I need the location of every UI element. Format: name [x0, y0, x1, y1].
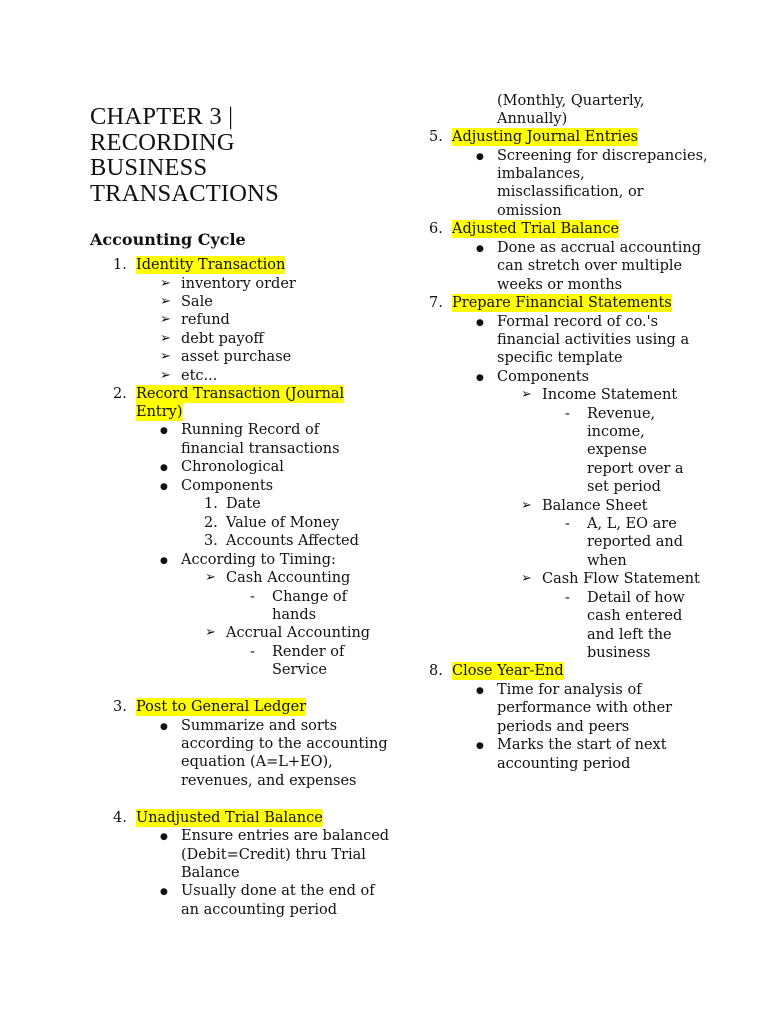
- step-number: 1.: [113, 257, 127, 273]
- sub-number: 3.: [204, 533, 218, 549]
- title-line: TRANSACTIONS: [90, 179, 279, 207]
- arrow-bullet-icon: ➢: [205, 625, 216, 640]
- list-item: Formal record of co.'s: [497, 314, 659, 330]
- step-number: 2.: [113, 386, 127, 402]
- list-item: Components: [181, 478, 274, 494]
- list-item: omission: [497, 203, 562, 219]
- arrow-bullet-icon: ➢: [160, 294, 171, 309]
- arrow-bullet-icon: ➢: [160, 312, 171, 327]
- list-item: Change of: [272, 589, 347, 605]
- page-title: [90, 104, 279, 206]
- dot-bullet-icon: ●: [160, 556, 168, 566]
- list-item: Cash Accounting: [226, 570, 351, 586]
- list-item: A, L, EO are: [587, 516, 677, 532]
- list-item: Balance Sheet: [542, 498, 648, 514]
- list-item: Ensure entries are balanced: [181, 828, 390, 844]
- list-item: Summarize and sorts: [181, 718, 338, 734]
- arrow-bullet-icon: ➢: [160, 331, 171, 346]
- list-item: financial transactions: [181, 441, 340, 457]
- list-item: asset purchase: [181, 349, 292, 365]
- section-heading: Accounting Cycle: [90, 230, 246, 249]
- list-item: business: [587, 645, 651, 661]
- step-number: 3.: [113, 699, 127, 715]
- arrow-bullet-icon: ➢: [160, 368, 171, 383]
- list-item: Balance: [181, 865, 240, 881]
- arrow-bullet-icon: ➢: [521, 571, 532, 586]
- list-item: Income Statement: [542, 387, 678, 403]
- step-number: 7.: [429, 295, 443, 311]
- dot-bullet-icon: ●: [160, 463, 168, 473]
- dot-bullet-icon: ●: [160, 832, 168, 842]
- arrow-bullet-icon: ➢: [205, 570, 216, 585]
- continued-text: Annually): [497, 111, 568, 127]
- dot-bullet-icon: ●: [160, 722, 168, 732]
- dot-bullet-icon: ●: [476, 741, 484, 751]
- list-item: inventory order: [181, 276, 296, 292]
- list-item: specific template: [497, 350, 623, 366]
- list-item: Detail of how: [587, 590, 685, 606]
- dot-bullet-icon: ●: [160, 887, 168, 897]
- step-label: Unadjusted Trial Balance: [136, 810, 323, 826]
- list-item: an accounting period: [181, 902, 338, 918]
- list-item: Date: [226, 496, 261, 512]
- list-item: accounting period: [497, 756, 631, 772]
- dash-bullet: -: [565, 516, 570, 532]
- list-item: Service: [272, 662, 327, 678]
- continued-text: (Monthly, Quarterly,: [497, 93, 645, 109]
- dot-bullet-icon: ●: [476, 318, 484, 328]
- list-item: hands: [272, 607, 317, 623]
- step-number: 5.: [429, 129, 443, 145]
- dot-bullet-icon: ●: [476, 244, 484, 254]
- list-item: Marks the start of next: [497, 737, 667, 753]
- step-label: Close Year-End: [452, 663, 564, 679]
- list-item: Value of Money: [226, 515, 340, 531]
- list-item: report over a: [587, 461, 684, 477]
- title-line: BUSINESS: [90, 154, 208, 181]
- sub-number: 2.: [204, 515, 218, 531]
- step-label: Entry): [136, 404, 183, 420]
- title-line: RECORDING: [90, 128, 235, 156]
- list-item: debt payoff: [181, 331, 264, 347]
- dash-bullet: -: [250, 589, 255, 605]
- list-item: reported and: [587, 534, 684, 550]
- list-item: periods and peers: [497, 719, 630, 735]
- list-item: Revenue,: [587, 406, 656, 422]
- dash-bullet: -: [250, 644, 255, 660]
- dot-bullet-icon: ●: [160, 426, 168, 436]
- step-number: 4.: [113, 810, 127, 826]
- list-item: equation (A=L+EO),: [181, 754, 333, 770]
- arrow-bullet-icon: ➢: [521, 387, 532, 402]
- list-item: Cash Flow Statement: [542, 571, 700, 587]
- list-item: Usually done at the end of: [181, 883, 375, 899]
- list-item: Chronological: [181, 459, 284, 475]
- step-number: 6.: [429, 221, 443, 237]
- list-item: etc...: [181, 368, 218, 384]
- list-item: According to Timing:: [181, 552, 336, 568]
- dot-bullet-icon: ●: [476, 373, 484, 383]
- title-line: CHAPTER 3 |: [90, 103, 234, 130]
- list-item: can stretch over multiple: [497, 258, 683, 274]
- step-label: Prepare Financial Statements: [452, 295, 672, 311]
- dot-bullet-icon: ●: [476, 686, 484, 696]
- list-item: and left the: [587, 627, 672, 643]
- dot-bullet-icon: ●: [476, 152, 484, 162]
- list-item: weeks or months: [497, 277, 623, 293]
- list-item: when: [587, 553, 627, 569]
- list-item: misclassification, or: [497, 184, 644, 200]
- sub-number: 1.: [204, 496, 218, 512]
- arrow-bullet-icon: ➢: [521, 498, 532, 513]
- list-item: (Debit=Credit) thru Trial: [181, 847, 366, 863]
- list-item: performance with other: [497, 700, 673, 716]
- list-item: Time for analysis of: [497, 682, 642, 698]
- list-item: Accounts Affected: [226, 533, 359, 549]
- arrow-bullet-icon: ➢: [160, 349, 171, 364]
- dash-bullet: -: [565, 406, 570, 422]
- step-label: Adjusting Journal Entries: [452, 129, 639, 145]
- list-item: according to the accounting: [181, 736, 388, 752]
- step-label: Record Transaction (Journal: [136, 386, 345, 402]
- step-label: Identity Transaction: [136, 257, 286, 273]
- arrow-bullet-icon: ➢: [160, 276, 171, 291]
- step-label: Post to General Ledger: [136, 699, 307, 715]
- list-item: Render of: [272, 644, 345, 660]
- list-item: cash entered: [587, 608, 683, 624]
- list-item: Accrual Accounting: [226, 625, 371, 641]
- dot-bullet-icon: ●: [160, 482, 168, 492]
- list-item: Done as accrual accounting: [497, 240, 702, 256]
- list-item: set period: [587, 479, 661, 495]
- list-item: imbalances,: [497, 166, 585, 182]
- list-item: Sale: [181, 294, 213, 310]
- list-item: revenues, and expenses: [181, 773, 357, 789]
- list-item: Screening for discrepancies,: [497, 148, 708, 164]
- list-item: Running Record of: [181, 422, 320, 438]
- step-label: Adjusted Trial Balance: [452, 221, 620, 237]
- list-item: financial activities using a: [497, 332, 690, 348]
- list-item: income,: [587, 424, 645, 440]
- list-item: refund: [181, 312, 230, 328]
- step-number: 8.: [429, 663, 443, 679]
- dash-bullet: -: [565, 590, 570, 606]
- list-item: Components: [497, 369, 590, 385]
- list-item: expense: [587, 442, 647, 458]
